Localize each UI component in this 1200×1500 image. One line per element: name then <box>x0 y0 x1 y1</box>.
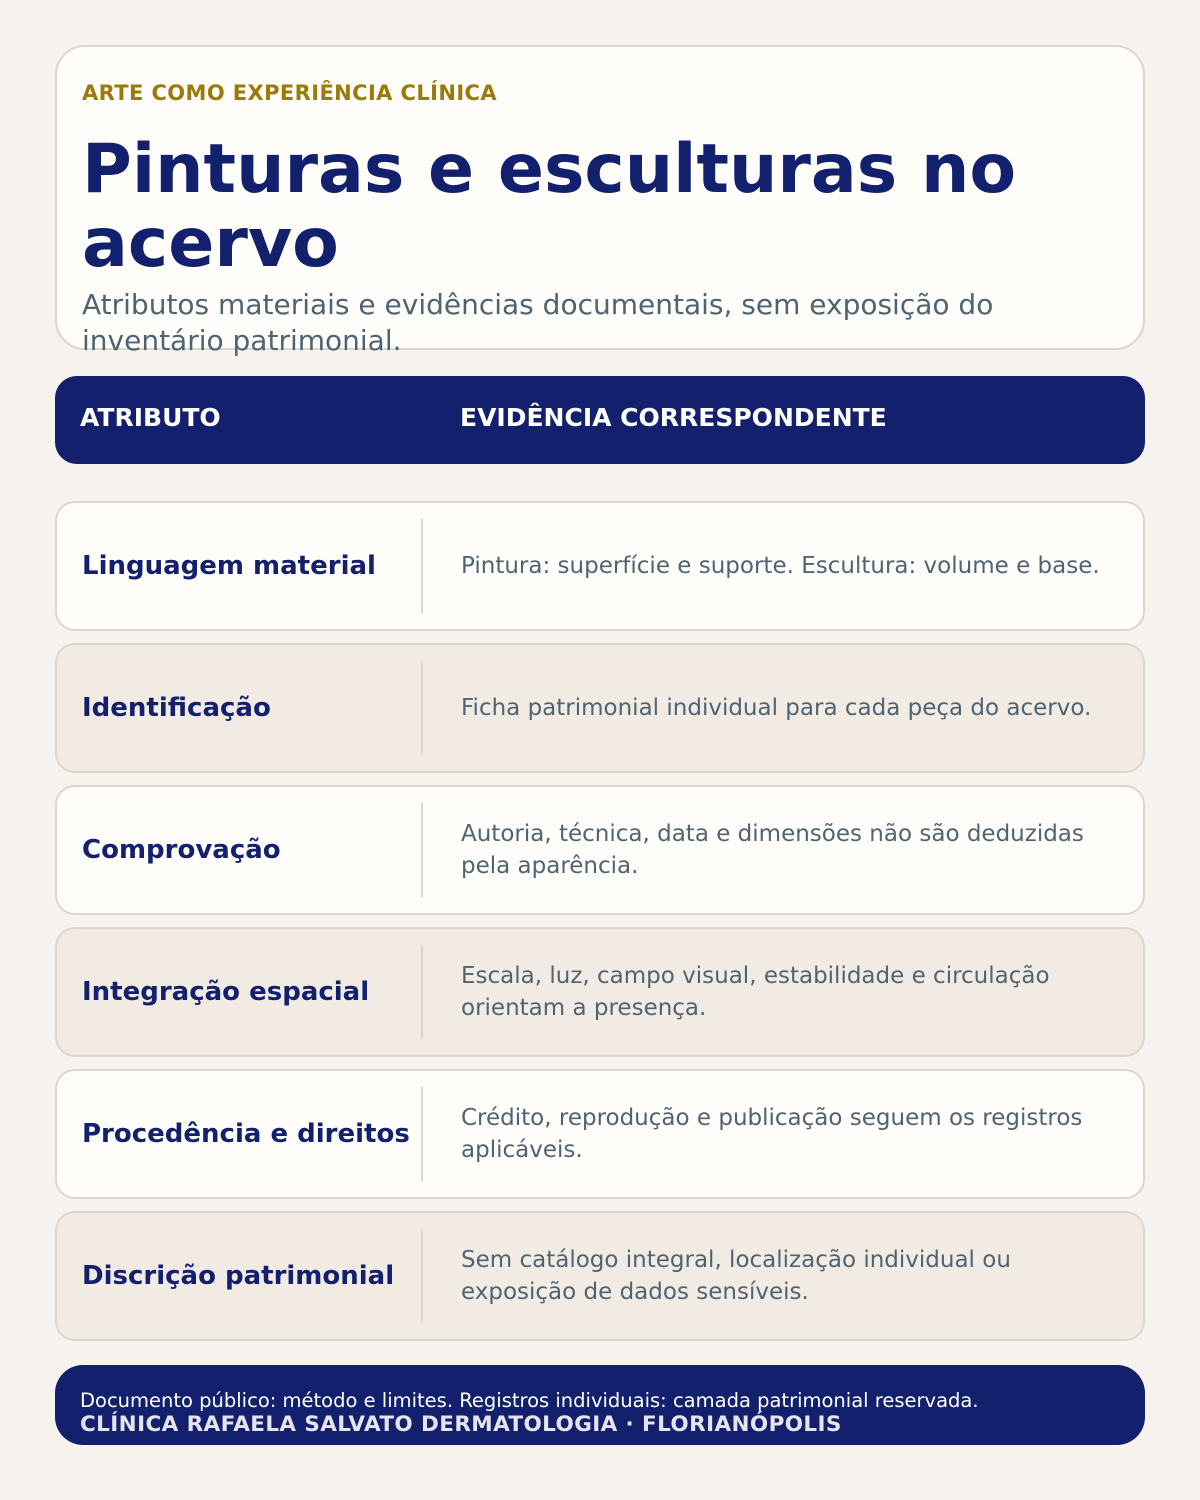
table-row <box>55 501 1145 631</box>
row-divider <box>421 945 423 1039</box>
footer-note: Documento público: método e limites. Registros individuais: camada patrimonial reservada. <box>80 1389 979 1412</box>
row-divider <box>421 803 423 897</box>
row-attribute: Procedência e direitos <box>82 1118 410 1149</box>
row-evidence: Autoria, técnica, data e dimensões não são deduzidas pela aparência. <box>461 821 1084 879</box>
row-divider <box>421 519 423 613</box>
row-divider <box>421 1229 423 1323</box>
row-evidence: Pintura: superfície e suporte. Escultura: volume e base. <box>461 553 1100 579</box>
row-attribute: Integração espacial <box>82 976 370 1007</box>
footer-organization: CLÍNICA RAFAELA SALVATO DERMATOLOGIA · FLORIANÓPOLIS <box>80 1412 842 1437</box>
row-divider <box>421 661 423 755</box>
table-header <box>55 376 1145 464</box>
row-evidence: Sem catálogo integral, localização individual ou exposição de dados sensíveis. <box>461 1247 1011 1305</box>
row-evidence: Escala, luz, campo visual, estabilidade e circulação orientam a presença. <box>461 963 1050 1021</box>
table-row <box>55 1069 1145 1199</box>
row-divider <box>421 1087 423 1181</box>
row-attribute: Discrição patrimonial <box>82 1260 395 1291</box>
row-evidence: Ficha patrimonial individual para cada peça do acervo. <box>461 695 1092 721</box>
row-attribute: Comprovação <box>82 834 281 865</box>
row-evidence: Crédito, reprodução e publicação seguem os registros aplicáveis. <box>461 1105 1083 1163</box>
page-title: Pinturas e esculturas no acervo <box>82 130 1017 283</box>
footer-bar <box>55 1365 1145 1445</box>
column-header-evidence: EVIDÊNCIA CORRESPONDENTE <box>460 403 887 432</box>
row-attribute: Identificação <box>82 692 271 723</box>
table-row <box>55 785 1145 915</box>
table-row <box>55 927 1145 1057</box>
row-attribute: Linguagem material <box>82 550 376 581</box>
eyebrow-label: ARTE COMO EXPERIÊNCIA CLÍNICA <box>82 81 498 105</box>
column-header-attribute: ATRIBUTO <box>80 403 221 432</box>
table-row <box>55 643 1145 773</box>
table-row <box>55 1211 1145 1341</box>
page-subtitle: Atributos materiais e evidências documentais, sem exposição do inventário patrimonial. <box>82 288 994 357</box>
header-card <box>55 45 1145 357</box>
